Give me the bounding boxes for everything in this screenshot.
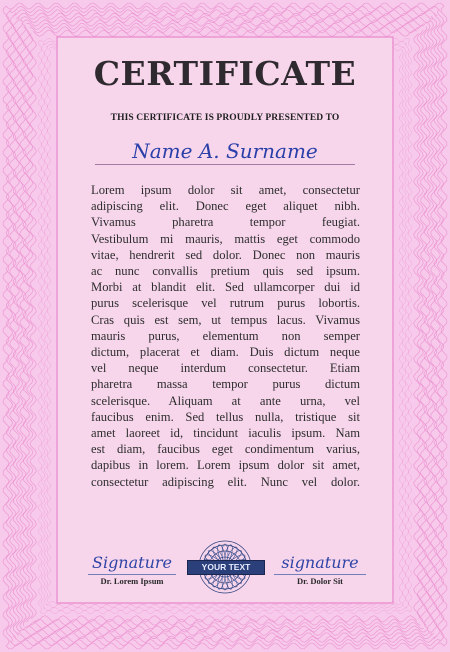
body-line: faucibus enim. Sed tellus nulla, tristique sit	[91, 409, 360, 424]
body-line: Morbi at blandit elit. Sed ullamcorper dui id	[91, 280, 360, 295]
name-underline	[95, 164, 355, 165]
body-line: dapibus in lorem. Lorem ipsum dolor sit amet,	[91, 458, 360, 473]
presented-to-text: THIS CERTIFICATE IS PROUDLY PRESENTED TO	[110, 113, 340, 123]
body-line: pharetra massa tempor purus dictum	[91, 377, 360, 392]
body-line: purus scelerisque vel rutrum purus lobortis.	[91, 296, 360, 311]
signature-script-left: Signature	[88, 554, 176, 575]
seal-label: YOUR TEXT	[187, 560, 265, 575]
signature-script-right: signature	[274, 554, 366, 575]
signatory-name-right: Dr. Dolor Sit	[296, 576, 344, 586]
body-line: vel neque interdum consectetur. Etiam	[91, 361, 360, 376]
body-line: mauris purus, elementum non semper	[91, 328, 360, 343]
signatory-name-left: Dr. Lorem Ipsum	[100, 576, 164, 586]
body-line: scelerisque. Aliquam at ante urna, vel	[91, 393, 360, 408]
body-line: ac nunc convallis pretium quis sed ipsum.	[91, 264, 360, 279]
signature-left	[88, 554, 176, 586]
body-line: vitae, hendrerit sed dolor. Donec non mauris	[91, 247, 360, 262]
body-line: amet laoreet id, tincidunt iaculis ipsum. Nam	[91, 426, 360, 441]
certificate-title: CERTIFICATE	[93, 54, 357, 93]
body-line: Vestibulum mi mauris, mattis eget commodo	[91, 231, 360, 246]
body-line: Lorem ipsum dolor sit amet, consectetur	[91, 183, 360, 197]
recipient-name: Name A. Surname	[132, 139, 318, 163]
body-line: est diam, faucibus eget condimentum varius,	[91, 442, 360, 457]
body-line: Cras quis est sem, ut tempus lacus. Vivamus	[91, 312, 360, 327]
body-line: dictum, placerat et diam. Duis dictum neque	[91, 345, 360, 360]
body-line: Vivamus pharetra tempor feugiat.	[91, 215, 360, 230]
body-line: adipiscing elit. Donec eget aliquet nibh.	[91, 199, 360, 214]
signature-right	[274, 554, 366, 586]
certificate-body	[91, 182, 360, 490]
body-line: consectetur adipiscing elit. Nunc vel dolor.	[91, 474, 360, 489]
